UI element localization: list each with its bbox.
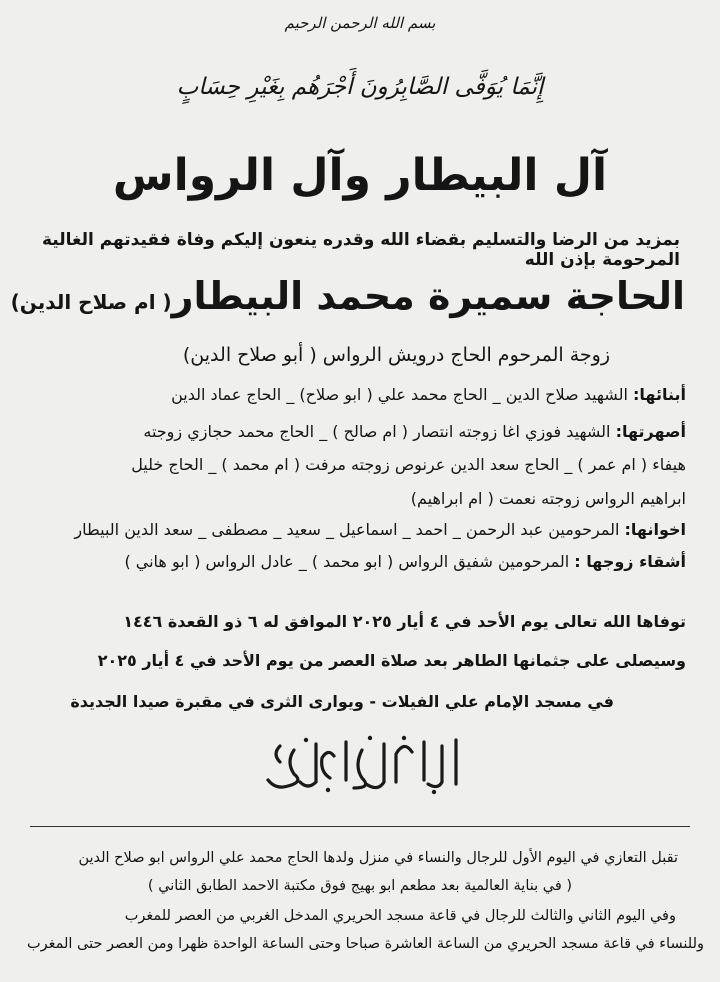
sons-in-law-label: أصهرتها: bbox=[615, 422, 686, 441]
condolence-line-4: وللنساء في قاعة مسجد الحريري من الساعة العاشرة صباحا وحتى الساعة الواحدة ظهرا ومن العصر حتى المغرب bbox=[26, 936, 704, 952]
death-date-line: توفاها الله تعالى يوم الأحد في ٤ أيار ٢٠٢٥ الموافق له ٦ ذو القعدة ١٤٤٦ bbox=[123, 612, 686, 631]
husband-line: زوجة المرحوم الحاج درويش الرواس ( أبو صلاح الدين) bbox=[182, 344, 610, 366]
sons-in-law-row-2: هيفاء ( ام عمر ) _ الحاج سعد الدين عرنوص زوجته مرفت ( ام محمد ) _ الحاج خليل bbox=[131, 455, 686, 474]
deceased-name-row bbox=[11, 274, 685, 318]
husband-siblings-list: المرحومين شفيق الرواس ( ابو محمد ) _ عادل الرواس ( ابو هاني ) bbox=[124, 552, 570, 571]
condolence-line-1: تقبل التعازي في اليوم الأول للرجال والنساء في منزل ولدها الحاج محمد علي الرواس ابو صلاح الدين bbox=[78, 850, 678, 866]
condolence-line-3: وفي اليوم الثاني والثالث للرجال في قاعة مسجد الحريري المدخل الغربي من العصر للمغرب bbox=[124, 908, 676, 924]
husband-siblings-row bbox=[124, 552, 686, 571]
sons-row bbox=[171, 385, 686, 404]
sons-in-law-row bbox=[143, 422, 686, 441]
inna-lillah-calligraphy bbox=[258, 732, 468, 798]
brothers-list: المرحومين عبد الرحمن _ احمد _ اسماعيل _ سعيد _ مصطفى _ سعد الدين البيطار bbox=[74, 520, 620, 539]
family-names-title: آل البيطار وآل الرواس bbox=[112, 150, 608, 201]
brothers-row bbox=[74, 520, 686, 539]
sons-label: أبنائها: bbox=[632, 385, 686, 404]
deceased-name: الحاجة سميرة محمد البيطار bbox=[171, 274, 685, 318]
deceased-nickname: ( ام صلاح الدين) bbox=[10, 290, 172, 314]
husband-siblings-label: أشقاء زوجها : bbox=[574, 552, 686, 571]
burial-line: في مسجد الإمام علي الفيلات - ويوارى الثرى في مقبرة صيدا الجديدة bbox=[70, 692, 614, 711]
brothers-label: اخوانها: bbox=[624, 520, 686, 539]
section-divider bbox=[30, 826, 690, 827]
sons-in-law-list-1: الشهيد فوزي اغا زوجته انتصار ( ام صالح ) _ الحاج محمد حجازي زوجته bbox=[143, 422, 611, 441]
sons-list: الشهيد صلاح الدين _ الحاج محمد علي ( ابو صلاح) _ الحاج عماد الدين bbox=[171, 385, 628, 404]
announcement-intro: بمزيد من الرضا والتسليم بقضاء الله وقدره ينعون إليكم وفاة فقيدتهم الغالية المرحومة بإذن الله bbox=[41, 230, 680, 270]
quran-verse: إِنَّمَا يُوَفَّى الصَّابِرُونَ أَجْرَهُم بِغَيْرِ حِسَابٍ bbox=[176, 74, 544, 100]
basmala: بسم الله الرحمن الرحيم bbox=[284, 14, 436, 32]
sons-in-law-row-3: ابراهيم الرواس زوجته نعمت ( ام ابراهيم) bbox=[410, 489, 686, 508]
condolence-line-2: ( في بناية العالمية بعد مطعم ابو بهيج فوق مكتبة الاحمد الطابق الثاني ) bbox=[147, 878, 573, 894]
prayer-line: وسيصلى على جثمانها الطاهر بعد صلاة العصر من يوم الأحد في ٤ أيار ٢٠٢٥ bbox=[97, 651, 686, 670]
